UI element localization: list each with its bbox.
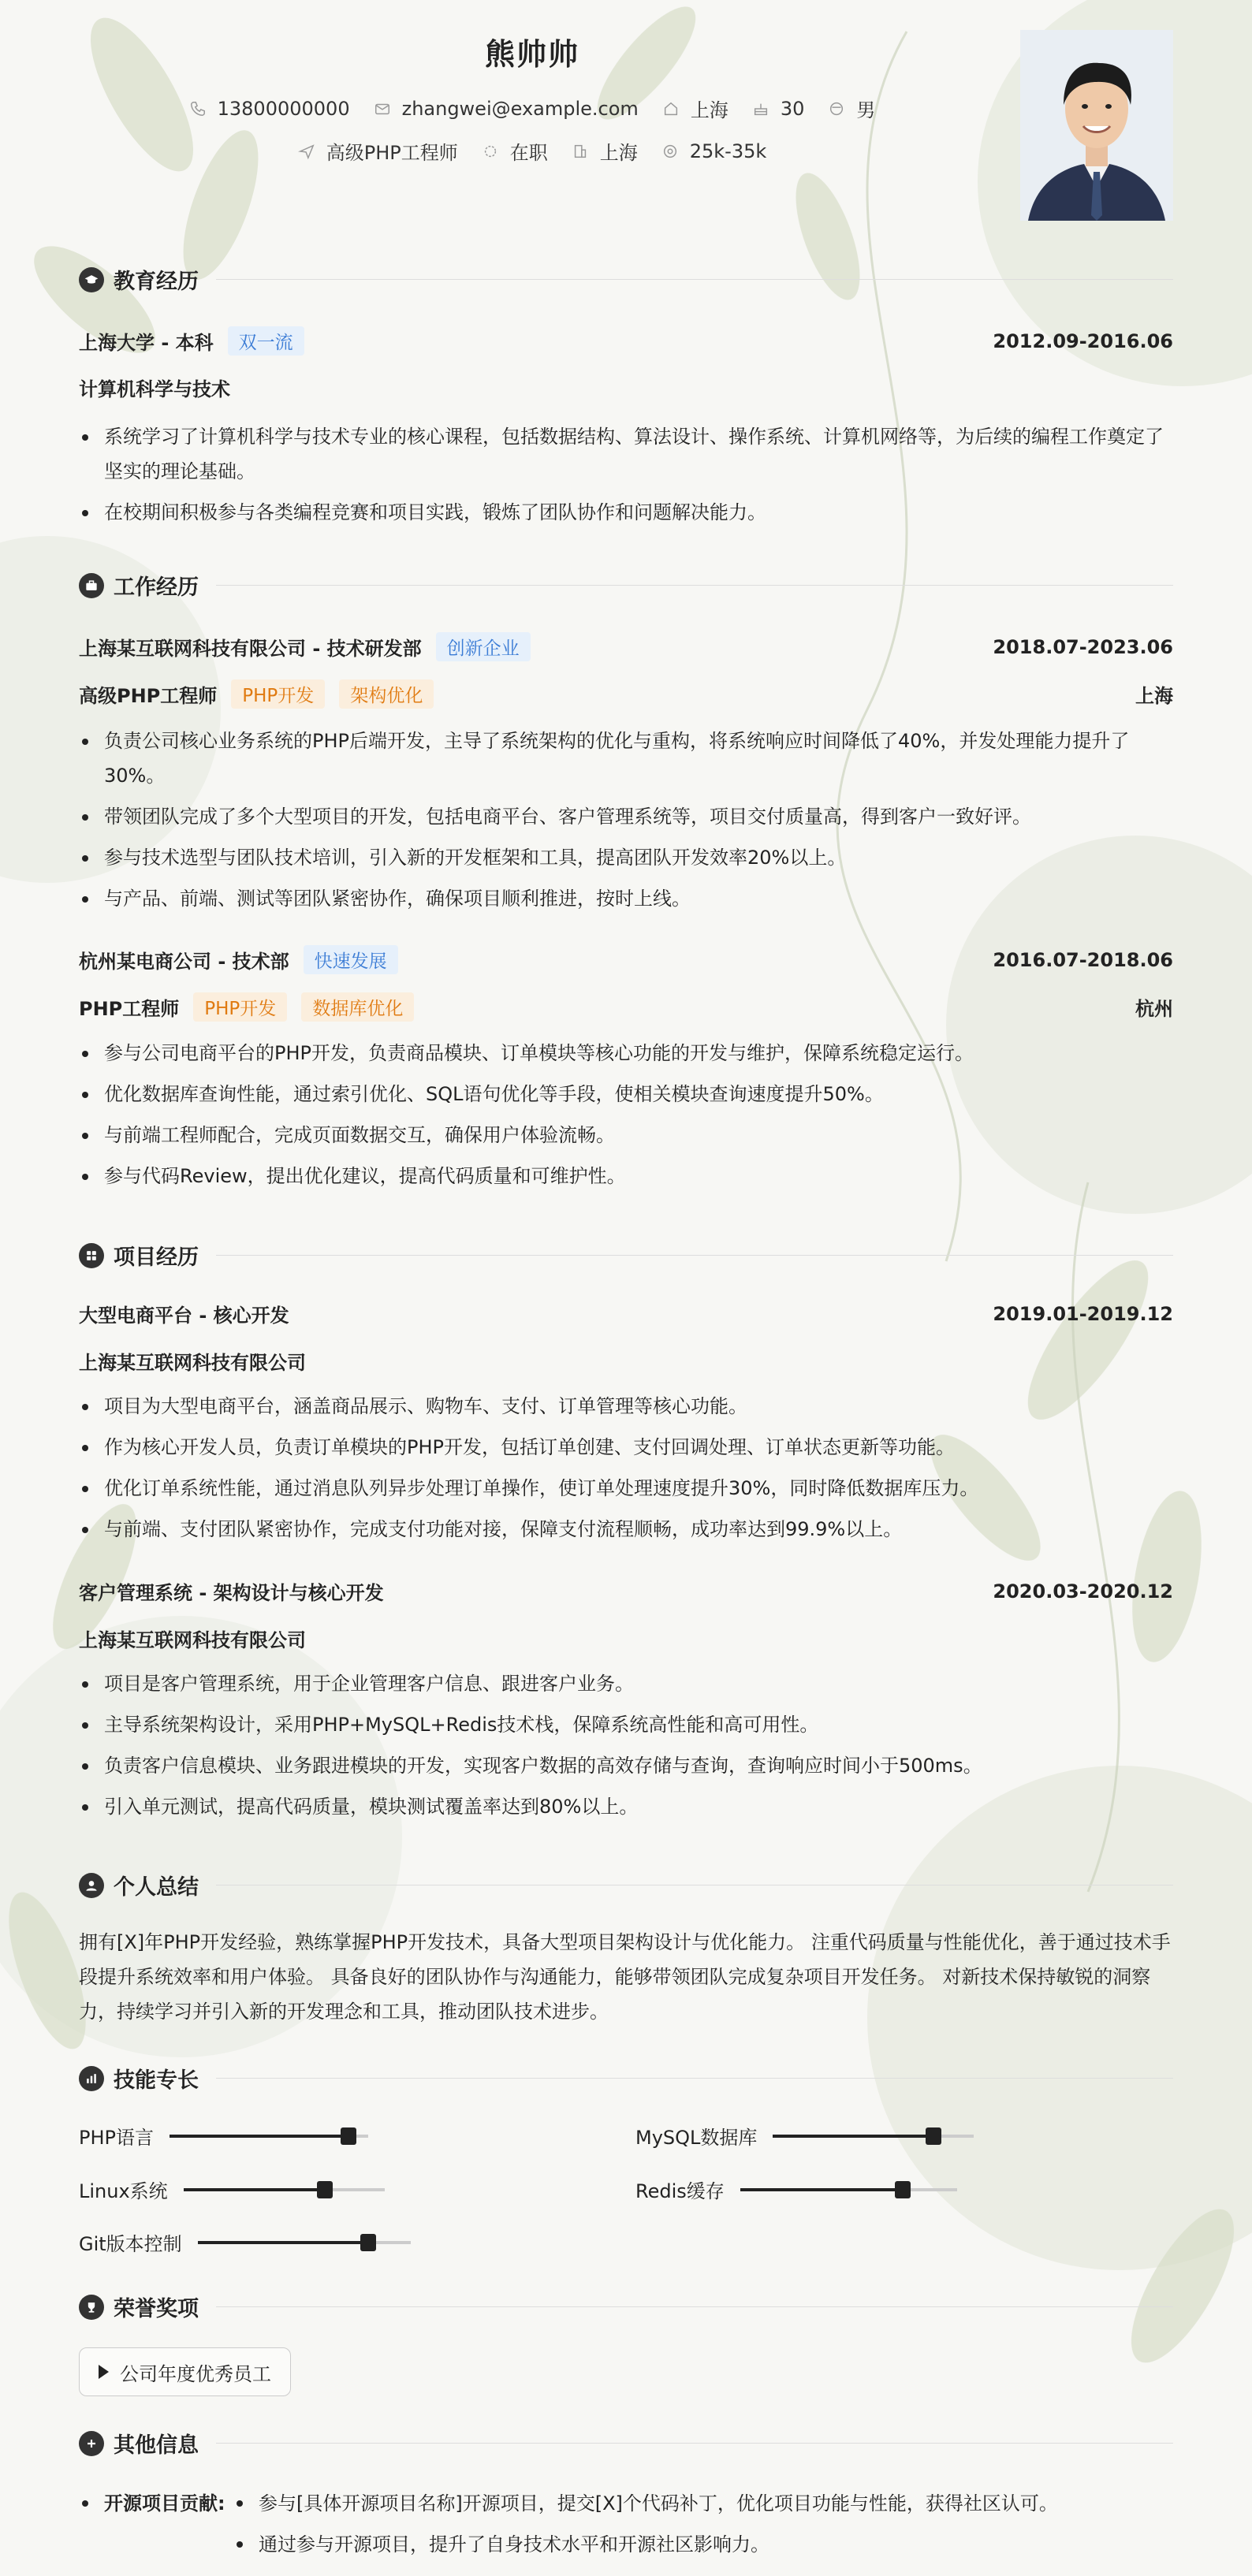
phone-item (189, 98, 350, 120)
list-item: 带领团队完成了多个大型项目的开发，包括电商平台、客户管理系统等，项目交付质量高，得到客户一致好评。 (79, 799, 1173, 834)
status-icon (482, 143, 499, 160)
project-row (79, 1300, 1173, 1327)
list-item: 主导系统架构设计，采用PHP+MySQL+Redis技术栈，保障系统高性能和高可用性。 (79, 1707, 1173, 1742)
position-name: PHP工程师 (79, 998, 180, 1020)
briefcase-icon (79, 573, 104, 598)
job-intent-row (79, 137, 986, 165)
divider (216, 585, 1173, 586)
resume-page (79, 0, 1173, 2556)
skills-section-title (79, 2063, 1173, 2094)
skill-item (635, 2122, 974, 2150)
resume-header (79, 0, 1173, 236)
projects-title: 项目经历 (114, 1245, 199, 1270)
company-tag: 快速发展 (304, 945, 398, 974)
skill-tag: PHP开发 (231, 679, 325, 709)
other-label: 开源项目贡献: (79, 2483, 225, 2524)
skill-bar (198, 2241, 411, 2244)
summary-section-title (79, 1870, 1173, 1900)
divider (216, 2443, 1173, 2444)
skill-tag: PHP开发 (193, 992, 287, 1022)
target-position-text: 高级PHP工程师 (326, 142, 458, 164)
skill-bar (170, 2135, 368, 2138)
company-name: 上海某互联网科技有限公司 - 技术研发部 (79, 638, 422, 660)
award-name: 公司年度优秀员工 (120, 2362, 271, 2385)
building-icon (572, 143, 589, 160)
status-item (482, 137, 548, 165)
skill-fill (170, 2135, 348, 2138)
skill-knob (317, 2181, 333, 2198)
phone-icon (189, 100, 207, 117)
list-item: 通过参与开源项目，提升了自身技术水平和开源社区影响力。 (233, 2524, 1172, 2565)
profile-photo (1020, 30, 1173, 221)
major-row (79, 374, 1173, 401)
skill-fill (198, 2241, 368, 2244)
company-tag: 创新企业 (436, 632, 531, 661)
list-item: 参与公司电商平台的PHP开发，负责商品模块、订单模块等核心功能的开发与维护，保障系统稳定运行。 (79, 1036, 1173, 1070)
gender-text: 男 (856, 99, 876, 121)
project-period: 2020.03-2020.12 (993, 1580, 1173, 1603)
school-tag: 双一流 (228, 326, 304, 356)
position-row (79, 992, 1173, 1022)
skill-item (635, 2176, 957, 2203)
skill-fill (740, 2188, 903, 2191)
list-item: 与产品、前端、测试等团队紧密协作，确保项目顺利推进，按时上线。 (79, 881, 1173, 916)
education-bullets (79, 419, 1173, 536)
skill-name: Git版本控制 (79, 2233, 182, 2255)
list-item: 参与[具体开源项目名称]开源项目，提交[X]个代码补丁，优化项目功能与性能，获得社区认可。 (233, 2483, 1172, 2524)
skill-bar (773, 2135, 974, 2138)
list-item: 参与技术选型与团队技术培训，引入新的开发框架和工具，提高团队开发效率20%以上。 (79, 840, 1173, 875)
phone-text: 13800000000 (217, 97, 350, 120)
target-city-text: 上海 (599, 142, 638, 164)
skill-knob (341, 2127, 356, 2145)
skills-title: 技能专长 (114, 2068, 199, 2093)
list-item: 负责公司核心业务系统的PHP后端开发，主导了系统架构的优化与重构，将系统响应时间降低了40%，并发处理能力提升了30%。 (79, 724, 1173, 793)
skill-item (79, 2122, 368, 2150)
list-item: 优化订单系统性能，通过消息队列异步处理订单操作，使订单处理速度提升30%，同时降低数据库压力。 (79, 1471, 1173, 1506)
mail-icon (374, 100, 391, 117)
salary-icon (661, 143, 679, 160)
contact-row (79, 95, 986, 122)
project-company-row (79, 1347, 1173, 1375)
home-icon (662, 100, 680, 117)
divider (216, 279, 1173, 280)
job-row (79, 632, 1173, 661)
job-period: 2018.07-2023.06 (993, 635, 1173, 658)
project-company: 上海某互联网科技有限公司 (79, 1352, 306, 1374)
summary-text: 拥有[X]年PHP开发经验，熟练掌握PHP开发技术，具备大型项目架构设计与优化能力。 注重代码质量与性能优化，善于通过技术手段提升系统效率和用户体验。 具备良好的团队协作与沟通能力，能够带领团队完成复杂项目开发任务。 对新技术保持敏锐的洞察力，持续学习并引入新的开发理念和工具，推动团队技术进步。 (79, 1931, 1171, 2023)
skill-tag: 架构优化 (339, 679, 434, 709)
awards-section-title (79, 2291, 1173, 2322)
job-row (79, 945, 1173, 974)
project-name: 客户管理系统 - 架构设计与核心开发 (79, 1582, 384, 1604)
list-item: 负责客户信息模块、业务跟进模块的开发，实现客户数据的高效存储与查询，查询响应时间小于500ms。 (79, 1748, 1173, 1783)
other-list (233, 2483, 1172, 2565)
skill-bar (184, 2188, 385, 2191)
skill-knob (926, 2127, 941, 2145)
salary-item (661, 140, 767, 162)
graduation-cap-icon (79, 267, 104, 292)
list-item: 与前端、支付团队紧密协作，完成支付功能对接，保障支付流程顺畅，成功率达到99.9%以上。 (79, 1512, 1173, 1547)
education-row (79, 326, 1173, 356)
work-title: 工作经历 (114, 575, 199, 600)
list-item: 项目是客户管理系统，用于企业管理客户信息、跟进客户业务。 (79, 1666, 1173, 1701)
play-arrow-icon (99, 2365, 109, 2379)
other-section-title (79, 2428, 1173, 2459)
target-city-item (572, 137, 638, 165)
skill-name: Redis缓存 (635, 2180, 725, 2202)
project-name: 大型电商平台 - 核心开发 (79, 1305, 289, 1327)
list-item: 系统学习了计算机科学与技术专业的核心课程，包括数据结构、算法设计、操作系统、计算机网络等，为后续的编程工作奠定了坚实的理论基础。 (79, 419, 1173, 489)
list-item: 参与代码Review，提出优化建议，提高代码质量和可维护性。 (79, 1159, 1173, 1193)
education-period: 2012.09-2016.06 (993, 329, 1173, 352)
major-name: 计算机科学与技术 (79, 378, 230, 400)
school-name: 上海大学 - 本科 (79, 332, 214, 354)
divider (216, 2306, 1173, 2307)
chart-icon (79, 2066, 104, 2091)
cake-icon (752, 100, 769, 117)
gender-item (828, 95, 875, 122)
education-section-title (79, 264, 1173, 295)
other-title: 其他信息 (114, 2433, 199, 2458)
job-bullets (79, 724, 1173, 922)
skill-name: MySQL数据库 (635, 2127, 758, 2149)
skill-knob (360, 2234, 376, 2251)
trophy-icon (79, 2295, 104, 2320)
job-city: 上海 (1135, 685, 1173, 707)
skill-item (79, 2176, 385, 2203)
job-period: 2016.07-2018.06 (993, 948, 1173, 971)
list-item: 引入单元测试，提高代码质量，模块测试覆盖率达到80%以上。 (79, 1789, 1173, 1824)
divider (216, 2078, 1173, 2079)
email-text: zhangwei@example.com (401, 97, 639, 120)
list-item: 在校期间积极参与各类编程竞赛和项目实践，锻炼了团队协作和问题解决能力。 (79, 495, 1173, 530)
list-item: 与前端工程师配合，完成页面数据交互，确保用户体验流畅。 (79, 1118, 1173, 1152)
skill-bar (740, 2188, 957, 2191)
projects-section-title (79, 1240, 1173, 1271)
email-item (374, 98, 639, 120)
list-item: 项目为大型电商平台，涵盖商品展示、购物车、支付、订单管理等核心功能。 (79, 1389, 1173, 1424)
plus-icon (79, 2431, 104, 2456)
candidate-name: 熊帅帅 (484, 37, 579, 72)
salary-text: 25k-35k (689, 140, 767, 162)
gender-icon (828, 100, 845, 117)
project-row (79, 1577, 1173, 1605)
work-section-title (79, 570, 1173, 601)
project-period: 2019.01-2019.12 (993, 1302, 1173, 1325)
skill-name: PHP语言 (79, 2127, 154, 2149)
list-item: 作为核心开发人员，负责订单模块的PHP开发，包括订单创建、支付回调处理、订单状态更新等功能。 (79, 1430, 1173, 1465)
skill-name: Linux系统 (79, 2180, 168, 2202)
position-name: 高级PHP工程师 (79, 685, 218, 707)
job-city: 杭州 (1135, 998, 1173, 1020)
status-text: 在职 (509, 142, 548, 164)
job-bullets (79, 1036, 1173, 1200)
location-text: 上海 (690, 99, 728, 121)
project-company: 上海某互联网科技有限公司 (79, 1629, 306, 1651)
list-item: 优化数据库查询性能，通过索引优化、SQL语句优化等手段，使相关模块查询速度提升50%。 (79, 1077, 1173, 1111)
awards-title: 荣誉奖项 (114, 2297, 199, 2321)
grid-icon (79, 1243, 104, 1268)
summary-title: 个人总结 (114, 1875, 199, 1900)
location-item (662, 95, 728, 122)
skill-fill (184, 2188, 325, 2191)
project-bullets (79, 1389, 1173, 1553)
award-item[interactable] (79, 2347, 291, 2396)
project-company-row (79, 1625, 1173, 1652)
send-icon (298, 143, 315, 160)
education-title: 教育经历 (114, 270, 199, 294)
age-text: 30 (780, 97, 805, 120)
user-icon (79, 1873, 104, 1898)
position-row (79, 679, 1173, 709)
company-name: 杭州某电商公司 - 技术部 (79, 951, 289, 973)
divider (216, 1255, 1173, 1256)
skill-item (79, 2228, 411, 2256)
target-position-item (298, 137, 458, 165)
age-item (752, 98, 805, 120)
skill-fill (773, 2135, 933, 2138)
skill-knob (895, 2181, 911, 2198)
project-bullets (79, 1666, 1173, 1830)
skill-tag: 数据库优化 (301, 992, 414, 1022)
